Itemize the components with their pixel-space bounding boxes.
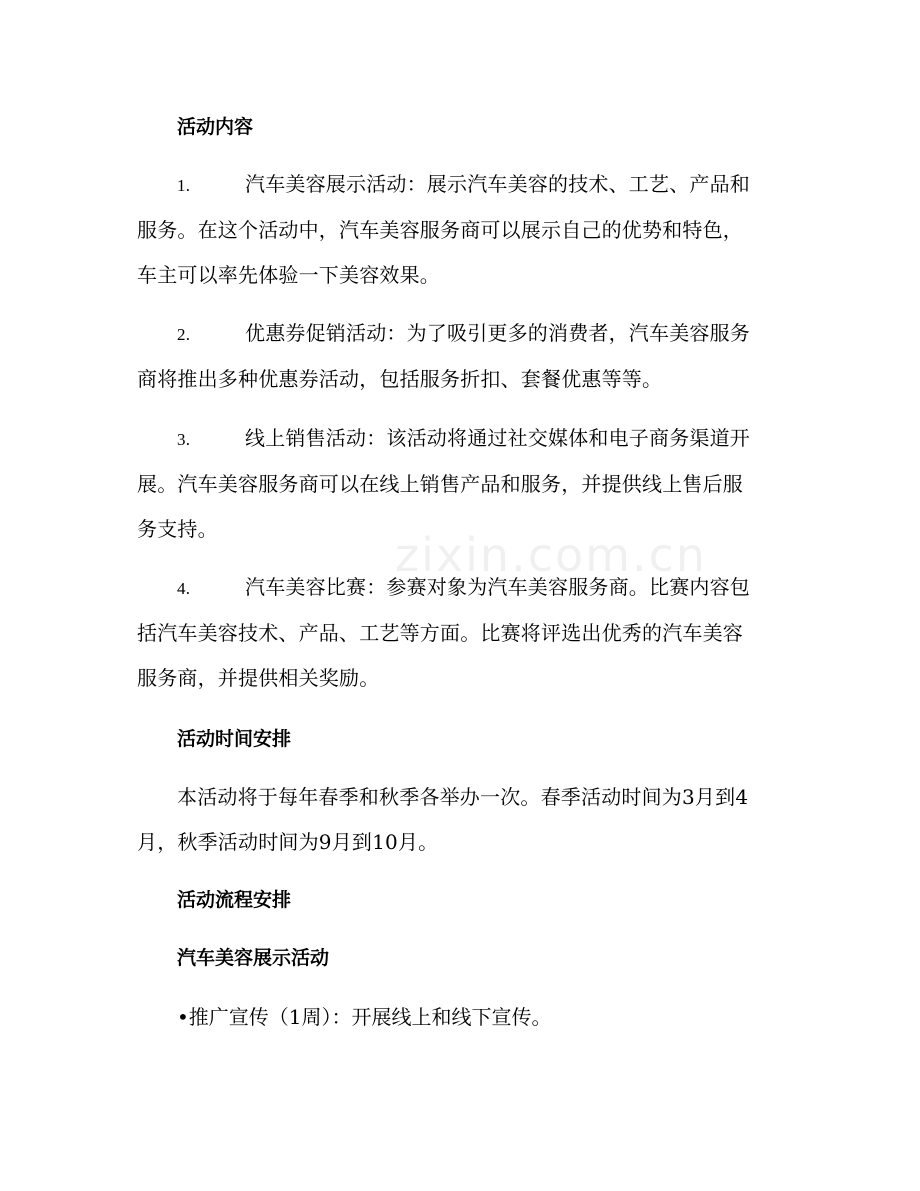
- schedule-paragraph: 本活动将于每年春季和秋季各举办一次。春季活动时间为3月到4 月，秋季活动时间为9月到10月。: [137, 785, 749, 854]
- section-heading-content: 活动内容: [177, 116, 254, 138]
- list-item-number: 2.: [177, 325, 191, 344]
- bullet-item: •推广宣传（1周）：开展线上和线下宣传。: [177, 1005, 552, 1029]
- watermark: zixin.com.cn: [395, 528, 708, 582]
- list-item-2: 2. 优惠券促销活动：为了吸引更多的消费者，汽车美容服务 商将推出多种优惠券活动，包括服务折扣、套餐优惠等等。: [137, 311, 777, 402]
- list-item-number: 3.: [177, 430, 191, 449]
- section-heading-process: 活动流程安排: [177, 889, 292, 911]
- subsection-heading: 汽车美容展示活动: [177, 947, 330, 969]
- section-heading-schedule: 活动时间安排: [177, 728, 292, 750]
- list-item-number: 1.: [177, 176, 191, 195]
- list-item-number: 4.: [177, 579, 191, 598]
- list-item-4: 4. 汽车美容比赛：参赛对象为汽车美容服务商。比赛内容包 括汽车美容技术、产品、工艺等方面。比赛将评选出优秀的汽车美容 服务商，并提供相关奖励。: [137, 565, 777, 701]
- list-item-1: 1. 汽车美容展示活动：展示汽车美容的技术、工艺、产品和 服务。在这个活动中，汽车美容服务商可以展示自己的优势和特色， 车主可以率先体验一下美容效果。: [137, 162, 777, 298]
- list-item-3: 3. 线上销售活动：该活动将通过社交媒体和电子商务渠道开 展。汽车美容服务商可以在线上销售产品和服务，并提供线上售后服 务支持。: [137, 416, 777, 552]
